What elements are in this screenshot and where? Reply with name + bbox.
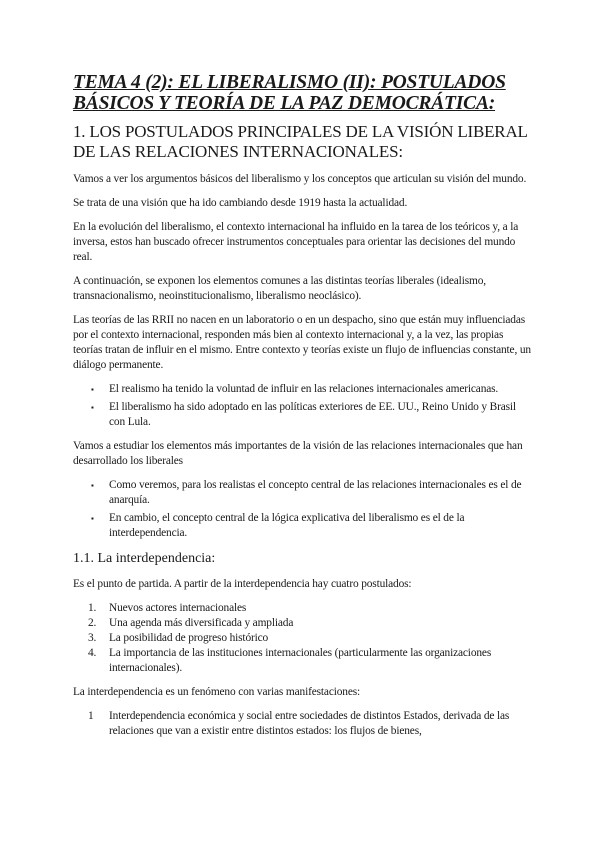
bullet-icon: ▪ bbox=[91, 403, 94, 412]
paragraph: La interdependencia es un fenómeno con varias manifestaciones: bbox=[73, 686, 361, 698]
list-number: 3. bbox=[88, 632, 97, 644]
list-number: 2. bbox=[88, 617, 97, 629]
list-item-text: Nuevos actores internacionales bbox=[109, 602, 247, 614]
list-item bbox=[73, 400, 531, 430]
list-number: 1. bbox=[88, 602, 97, 614]
list-item bbox=[73, 646, 531, 676]
list-item-text: El liberalismo ha sido adoptado en las políticas exteriores de EE. UU., Reino Unido y Brasil con Lula. bbox=[109, 401, 516, 428]
paragraph: Vamos a ver los argumentos básicos del liberalismo y los conceptos que articulan su visión del mundo. bbox=[73, 173, 527, 185]
list-item-text: En cambio, el concepto central de la lógica explicativa del liberalismo es el de la interdependencia. bbox=[109, 512, 465, 539]
list-item bbox=[73, 382, 531, 397]
paragraph: Es el punto de partida. A partir de la interdependencia hay cuatro postulados: bbox=[73, 578, 412, 590]
bullet-list bbox=[73, 382, 531, 430]
paragraph: A continuación, se exponen los elementos comunes a las distintas teorías liberales (idealismo, transnacionalismo, neoinstitucionalismo, liberalismo neoclásico). bbox=[73, 275, 486, 302]
list-item-text: La importancia de las instituciones internacionales (particularmente las organizaciones internacionales). bbox=[109, 647, 492, 674]
list-item bbox=[73, 478, 531, 508]
document-body bbox=[73, 72, 531, 748]
list-item bbox=[73, 511, 531, 541]
numbered-list bbox=[73, 709, 531, 739]
bullet-icon: ▪ bbox=[91, 385, 94, 394]
numbered-list bbox=[73, 601, 531, 676]
paragraph: Las teorías de las RRII no nacen en un laboratorio o en un despacho, sino que están muy influenciadas por el contexto internacional, responden más bien al contexto internacional y, a la vez, las propias teorías tratan de influir en el mismo. Entre contexto y teorías existe un flujo de influencias constante, un diálogo permanente. bbox=[73, 314, 531, 371]
paragraph: En la evolución del liberalismo, el contexto internacional ha influido en la tarea de los teóricos y, a la inversa, estos han buscado ofrecer instrumentos conceptuales para orientar las decisiones del mundo real. bbox=[73, 221, 519, 263]
list-item-text: Interdependencia económica y social entre sociedades de distintos Estados, derivada de las relaciones que van a existir entre distintos estados: los flujos de bienes, bbox=[109, 710, 510, 737]
bullet-icon: ▪ bbox=[91, 514, 94, 523]
list-item bbox=[73, 616, 531, 631]
subsection-heading: 1.1. La interdependencia: bbox=[73, 551, 216, 566]
list-number: 1 bbox=[88, 710, 94, 722]
list-item bbox=[73, 709, 531, 739]
paragraph: Se trata de una visión que ha ido cambiando desde 1919 hasta la actualidad. bbox=[73, 197, 408, 209]
list-item bbox=[73, 631, 531, 646]
list-item-text: Como veremos, para los realistas el concepto central de las relaciones internacionales es el de anarquía. bbox=[109, 479, 522, 506]
list-item bbox=[73, 601, 531, 616]
section-heading: 1. LOS POSTULADOS PRINCIPALES DE LA VISIÓN LIBERAL DE LAS RELACIONES INTERNACIONALES: bbox=[73, 122, 528, 161]
list-item-text: El realismo ha tenido la voluntad de influir en las relaciones internacionales americanas. bbox=[109, 383, 499, 395]
paragraph: Vamos a estudiar los elementos más importantes de la visión de las relaciones internacionales que han desarrollado los liberales bbox=[73, 440, 523, 467]
document-title: TEMA 4 (2): EL LIBERALISMO (II): POSTULADOS BÁSICOS Y TEORÍA DE LA PAZ DEMOCRÁTICA: bbox=[73, 72, 506, 114]
bullet-list bbox=[73, 478, 531, 541]
list-number: 4. bbox=[88, 647, 97, 659]
list-item-text: La posibilidad de progreso histórico bbox=[109, 632, 269, 644]
list-item-text: Una agenda más diversificada y ampliada bbox=[109, 617, 294, 629]
bullet-icon: ▪ bbox=[91, 481, 94, 490]
